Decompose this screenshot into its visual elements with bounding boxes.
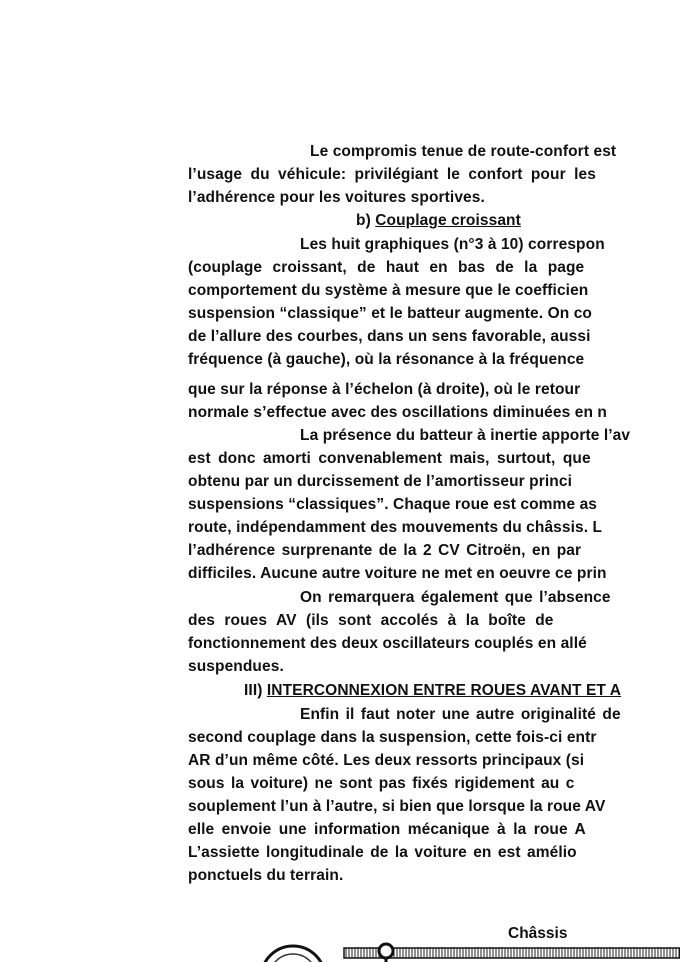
text-line: est donc amorti convenablement mais, surtout, que — [188, 450, 591, 467]
text-line: comportement du système à mesure que le coefficien — [188, 282, 589, 299]
chassis-bar — [344, 948, 680, 958]
text-line: des roues AV (ils sont accolés à la boîte de — [188, 612, 554, 629]
section-heading-3-prefix: III) — [244, 682, 267, 699]
text-line: route, indépendamment des mouvements du châssis. L — [188, 519, 603, 536]
text-line: suspensions “classiques”. Chaque roue est comme as — [188, 496, 598, 513]
text-line: l’adhérence surprenante de la 2 CV Citroën, en par — [188, 542, 582, 559]
text-line: que sur la réponse à l’échelon (à droite), où le retour — [188, 381, 581, 398]
pivot-node — [379, 944, 393, 958]
text-line: elle envoie une information mécanique à la roue A — [188, 821, 586, 838]
text-line: de l’allure des courbes, dans un sens favorable, aussi — [188, 328, 591, 345]
text-line: sous la voiture) ne sont pas fixés rigidement au c — [188, 775, 575, 792]
text-line: Les huit graphiques (n°3 à 10) correspon — [300, 236, 605, 253]
text-line: La présence du batteur à inertie apporte l’av — [300, 427, 631, 444]
section-heading-b — [356, 211, 521, 231]
text-line: normale s’effectue avec des oscillations diminuées en n — [188, 404, 607, 421]
text-line: second couplage dans la suspension, cette fois-ci entr — [188, 729, 597, 746]
chassis-diagram — [0, 938, 680, 962]
text-line: l’adhérence pour les voitures sportives. — [188, 189, 485, 206]
section-heading-b-title: Couplage croissant — [375, 212, 521, 229]
text-line: suspendues. — [188, 658, 284, 675]
text-line: ponctuels du terrain. — [188, 867, 344, 884]
text-line: l’usage du véhicule: privilégiant le confort pour les — [188, 166, 596, 183]
section-heading-3 — [244, 681, 621, 701]
text-line: (couplage croissant, de haut en bas de la page — [188, 259, 585, 276]
text-line: fonctionnement des deux oscillateurs couplés en allé — [188, 635, 587, 652]
section-heading-3-title: INTERCONNEXION ENTRE ROUES AVANT ET A — [266, 682, 622, 699]
text-line: obtenu par un durcissement de l’amortisseur princi — [188, 473, 572, 490]
text-line: souplement l’un à l’autre, si bien que lorsque la roue AV — [188, 798, 606, 815]
text-line: Enfin il faut noter une autre originalité de — [300, 706, 621, 723]
text-line: fréquence (à gauche), où la résonance à la fréquence — [188, 351, 585, 368]
text-line: Le compromis tenue de route-confort est — [310, 143, 617, 160]
text-line: On remarquera également que l’absence — [300, 589, 611, 606]
section-heading-b-prefix: b) — [356, 212, 376, 229]
text-line: L’assiette longitudinale de la voiture en est amélio — [188, 844, 577, 861]
text-line: difficiles. Aucune autre voiture ne met en oeuvre ce prin — [188, 565, 607, 582]
text-line: AR d’un même côté. Les deux ressorts principaux (si — [188, 752, 585, 769]
text-line: suspension “classique” et le batteur augmente. On co — [188, 305, 592, 322]
figure-label-chassis: Châssis — [508, 925, 568, 942]
